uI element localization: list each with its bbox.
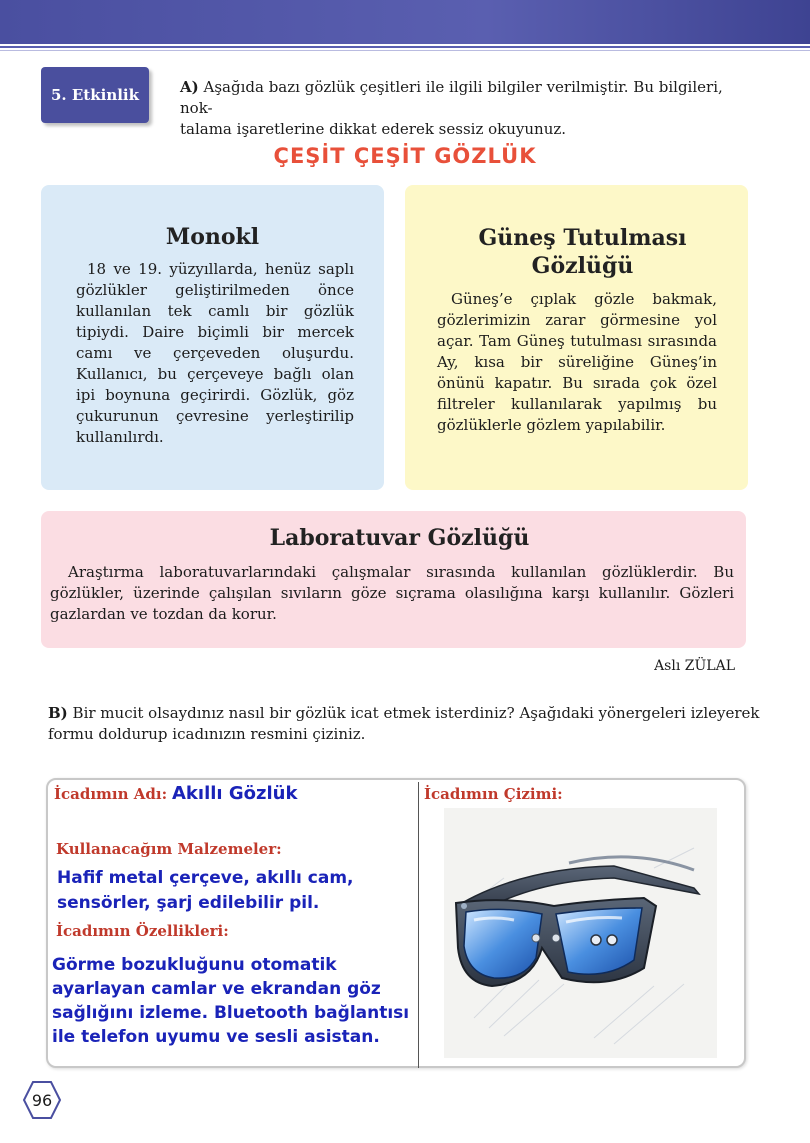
lab-title: Laboratuvar Gözlüğü bbox=[269, 525, 530, 551]
invention-drawing[interactable] bbox=[444, 808, 717, 1058]
header-band bbox=[0, 0, 810, 44]
materials-line-2: sensörler, şarj edilebilir pil. bbox=[57, 893, 320, 913]
intro-label: A) bbox=[180, 78, 199, 96]
author-name: Aslı ZÜLAL bbox=[654, 658, 735, 674]
features-line-1: Görme bozukluğunu otomatik bbox=[52, 955, 337, 975]
smart-glasses-illustration bbox=[444, 808, 717, 1058]
lab-text: Araştırma laboratuvarlarındaki çalışmalar sırasında kullanılan gözlüklerdir. Bu gözlükler, üzerinde çalışılan sıvıların göze sıçrama olasılığına karşı kullanılır. Gözleri gazlardan ve tozdan da korur. bbox=[50, 563, 734, 623]
intro-line-2: talama işaretlerine dikkat ederek sessiz okuyunuz. bbox=[180, 120, 567, 138]
intro-instructions bbox=[180, 77, 760, 140]
drawing-label: İcadımın Çizimi: bbox=[424, 785, 563, 803]
section-b-label: B) bbox=[48, 704, 68, 722]
section-b-instructions bbox=[48, 703, 760, 745]
monokl-text: 18 ve 19. yüzyıllarda, henüz saplı gözlükler geliştirilmeden önce kullanılan tek camlı bir gözlük tipiydi. Daire biçimli bir mercek camı ve çerçeveden oluşurdu. Kullanıcı, bu çerçeveye bağlı olan ipi boynuna geçirirdi. Gözlük, göz çukurunun çevresine yerleştirilip kullanılırdı. bbox=[76, 260, 354, 446]
invention-name-value[interactable]: Akıllı Gözlük bbox=[172, 783, 298, 804]
features-label: İcadımın Özellikleri: bbox=[56, 922, 229, 940]
form-divider bbox=[418, 782, 419, 1068]
page-number-text: 96 bbox=[31, 1090, 53, 1110]
page-number bbox=[22, 1080, 62, 1120]
materials-line-1: Hafif metal çerçeve, akıllı cam, bbox=[57, 868, 354, 888]
gunes-title-line-1: Güneş Tutulması bbox=[478, 225, 687, 251]
monokl-title: Monokl bbox=[165, 224, 260, 250]
gunes-title-line-2: Gözlüğü bbox=[531, 253, 634, 279]
materials-label: Kullanacağım Malzemeler: bbox=[56, 840, 282, 858]
features-line-2: ayarlayan camlar ve ekrandan göz bbox=[52, 979, 381, 999]
features-line-3: sağlığını izleme. Bluetooth bağlantısı bbox=[52, 1003, 410, 1023]
features-line-4: ile telefon uyumu ve sesli asistan. bbox=[52, 1027, 380, 1047]
header-divider-thin bbox=[0, 50, 810, 51]
features-value[interactable] bbox=[52, 953, 409, 1049]
materials-value[interactable] bbox=[57, 866, 354, 916]
gunes-title bbox=[405, 224, 760, 280]
gunes-text: Güneş’e çıplak gözle bakmak, gözlerimizin zarar görmesine yol açar. Tam Güneş tutulması sırasında Ay, kısa bir süreliğine Güneş’in önünü kapatır. Bu sırada çok özel filtreler kullanılarak yapılmış bu gözlüklerle gözlem yapılabilir. bbox=[437, 290, 717, 434]
section-b-text: Bir mucit olsaydınız nasıl bir gözlük icat etmek isterdiniz? Aşağıdaki yönergeleri izleyerek formu doldurup icadınızın resmini çiziniz. bbox=[48, 704, 760, 743]
header-divider bbox=[0, 46, 810, 48]
main-title: ÇEŞİT ÇEŞİT GÖZLÜK bbox=[273, 144, 537, 168]
invention-name-label: İcadımın Adı: bbox=[54, 785, 168, 803]
activity-badge: 5. Etkinlik bbox=[41, 67, 149, 123]
intro-line-1: Aşağıda bazı gözlük çeşitleri ile ilgili bilgiler verilmiştir. Bu bilgileri, nok- bbox=[180, 78, 723, 117]
